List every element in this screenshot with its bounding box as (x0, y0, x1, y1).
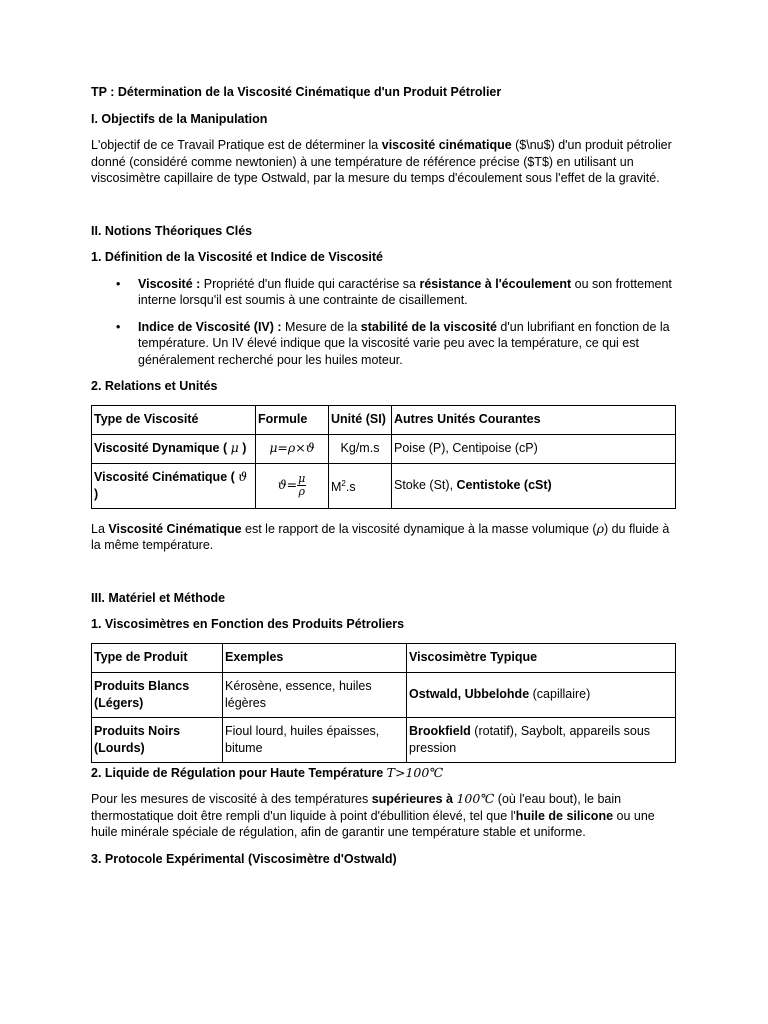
viscosity-units-table (91, 405, 676, 509)
table-header-cell: Formule (256, 405, 329, 434)
table-row (92, 434, 676, 463)
table-row (92, 463, 676, 508)
table-cell: Ostwald, Ubbelohde (capillaire) (407, 672, 676, 717)
document-title: TP : Détermination de la Viscosité Cinématique d'un Produit Pétrolier (91, 85, 502, 99)
section2-sub2: 2. Relations et Unités (91, 379, 218, 393)
objective-paragraph: L'objectif de ce Travail Pratique est de déterminer la viscosité cinématique ($\nu$) d'un produit pétrolier donné (considéré comme newtonien) à une température de référence précise ($T$) en utilisant un viscosimètre capillaire de type Ostwald, par la mesure du temps d'écoulement sous l'effet de la gravité. (91, 138, 672, 185)
table-header-cell: Viscosimètre Typique (407, 643, 676, 672)
section2-sub1: 1. Définition de la Viscosité et Indice de Viscosité (91, 250, 383, 264)
table-header-cell: Type de Produit (92, 643, 223, 672)
table-header-cell: Type de Viscosité (92, 405, 256, 434)
regulation-paragraph: Pour les mesures de viscosité à des températures supérieures à 100℃ (où l'eau bout), le bain thermostatique doit être rempli d'un liquide à point d'ébullition élevé, tel que l'huile de silicone ou une huile minérale spéciale de régulation, afin de garantir une température stable et uniforme. (91, 791, 655, 839)
table-cell: Brookfield (rotatif), Saybolt, appareils sous pression (407, 717, 676, 762)
definitions-list (91, 276, 681, 369)
table-cell: Kg/m.s (329, 434, 392, 463)
kinematic-paragraph: La Viscosité Cinématique est le rapport de la viscosité dynamique à la masse volumique (ρ) du fluide à la même température. (91, 520, 670, 552)
table-cell: Viscosité Dynamique ( μ ) (92, 434, 256, 463)
section3-heading: III. Matériel et Méthode (91, 590, 226, 605)
table-header-row (92, 405, 676, 434)
formula-cell: μ=ρ×ϑ (256, 434, 329, 463)
table-row (92, 672, 676, 717)
document-body (91, 84, 681, 877)
table-cell: Stoke (St), Centistoke (cSt) (392, 463, 676, 508)
table-cell: $M^2.s$ (329, 463, 392, 508)
section3-sub3: 3. Protocole Expérimental (Viscosimètre d'Ostwald) (91, 851, 397, 866)
table-row (92, 717, 676, 762)
table-header-cell: Autres Unités Courantes (392, 405, 676, 434)
table-header-cell: Unité (SI) (329, 405, 392, 434)
list-item: • Viscosité : Propriété d'un fluide qui caractérise sa résistance à l'écoulement ou son frottement interne lorsqu'il est soumis à une contrainte de cisaillement. (138, 276, 681, 309)
table-cell: Fioul lourd, huiles épaisses, bitume (223, 717, 407, 762)
table-cell: Produits Noirs (Lourds) (92, 717, 223, 762)
table-header-row (92, 643, 676, 672)
table-cell: Produits Blancs (Légers) (92, 672, 223, 717)
section1-heading: I. Objectifs de la Manipulation (91, 111, 268, 126)
section3-sub1: 1. Viscosimètres en Fonction des Produits Pétroliers (91, 617, 405, 631)
table-cell: Kérosène, essence, huiles légères (223, 672, 407, 717)
table-cell: Viscosité Cinématique ( ϑ ) (92, 463, 256, 508)
section2-heading: II. Notions Théoriques Clés (91, 223, 253, 238)
table-cell: Poise (P), Centipoise (cP) (392, 434, 676, 463)
list-item: • Indice de Viscosité (IV) : Mesure de la stabilité de la viscosité d'un lubrifiant en fonction de la température. Un IV élevé indique que la viscosité varie peu avec la température, ce qui est généralement recherché pour les huiles moteur. (138, 319, 681, 369)
section3-sub2: 2. Liquide de Régulation pour Haute Température T>100℃ (91, 764, 444, 780)
table-header-cell: Exemples (223, 643, 407, 672)
formula-cell: ϑ= $\frac{\mu}{\rho}$ (256, 463, 329, 508)
viscometer-table (91, 643, 676, 763)
